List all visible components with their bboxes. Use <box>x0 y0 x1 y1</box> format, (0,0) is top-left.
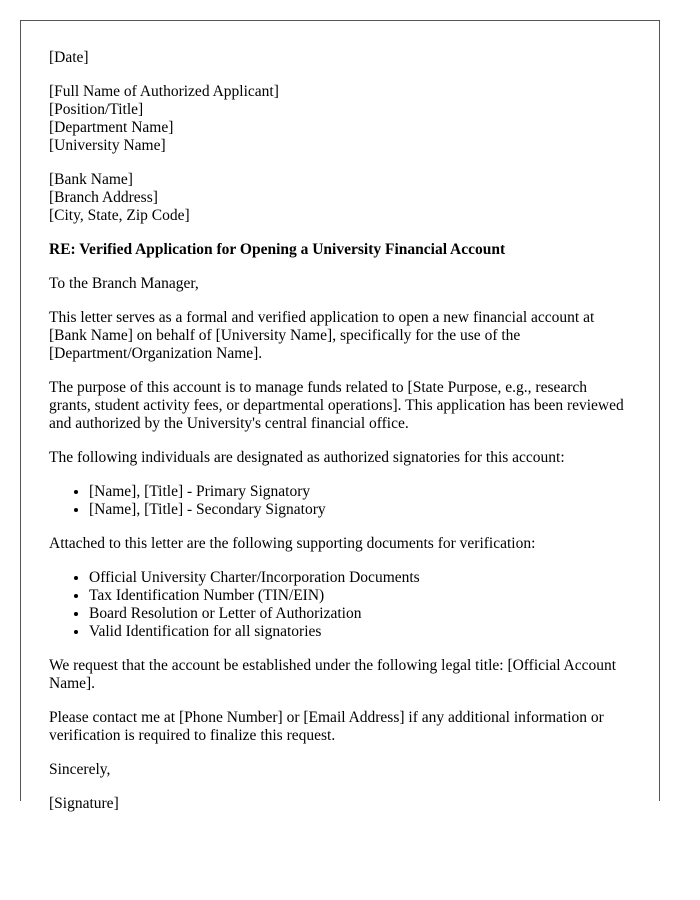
paragraph-contact: Please contact me at [Phone Number] or [Email Address] if any additional information or verification is required to finalize this request. <box>49 709 604 744</box>
list-item: • Valid Identification for all signatories <box>89 623 629 641</box>
paragraph-purpose: The purpose of this account is to manage funds related to [State Purpose, e.g., research grants, student activity fees, or departmental operations]. This application has been reviewed and authorized by the University's central financial office. <box>49 379 624 432</box>
subject-line: RE: Verified Application for Opening a University Financial Account <box>49 241 506 258</box>
paragraph-legal-title: We request that the account be established under the following legal title: [Official Account Name]. <box>49 657 617 692</box>
recipient-branch: [Branch Address] <box>49 189 158 206</box>
paragraph-documents: Attached to this letter are the following supporting documents for verification: <box>49 535 536 552</box>
recipient-bank: [Bank Name] <box>49 171 133 188</box>
list-item: • [Name], [Title] - Primary Signatory <box>89 483 629 501</box>
signatory-list <box>49 483 629 519</box>
signature: [Signature] <box>49 795 119 812</box>
sender-department: [Department Name] <box>49 119 174 136</box>
sender-block <box>49 83 629 155</box>
letter-date: [Date] <box>49 49 89 66</box>
list-item: • [Name], [Title] - Secondary Signatory <box>89 501 629 519</box>
paragraph-intro: This letter serves as a formal and verified application to open a new financial account at [Bank Name] on behalf of [University Name], specifically for the use of the [Department/Organization Name]. <box>49 309 595 362</box>
closing: Sincerely, <box>49 761 111 778</box>
recipient-block <box>49 171 629 225</box>
recipient-city: [City, State, Zip Code] <box>49 207 190 224</box>
list-item: • Board Resolution or Letter of Authorization <box>89 605 629 623</box>
sender-name: [Full Name of Authorized Applicant] <box>49 83 279 100</box>
list-item: • Tax Identification Number (TIN/EIN) <box>89 587 629 605</box>
letter-content <box>49 49 629 813</box>
sender-university: [University Name] <box>49 137 166 154</box>
salutation: To the Branch Manager, <box>49 275 199 292</box>
paragraph-signatories: The following individuals are designated as authorized signatories for this account: <box>49 449 565 466</box>
letter-page <box>20 20 660 812</box>
document-list <box>49 569 629 641</box>
sender-position: [Position/Title] <box>49 101 144 118</box>
list-item: • Official University Charter/Incorporation Documents <box>89 569 629 587</box>
